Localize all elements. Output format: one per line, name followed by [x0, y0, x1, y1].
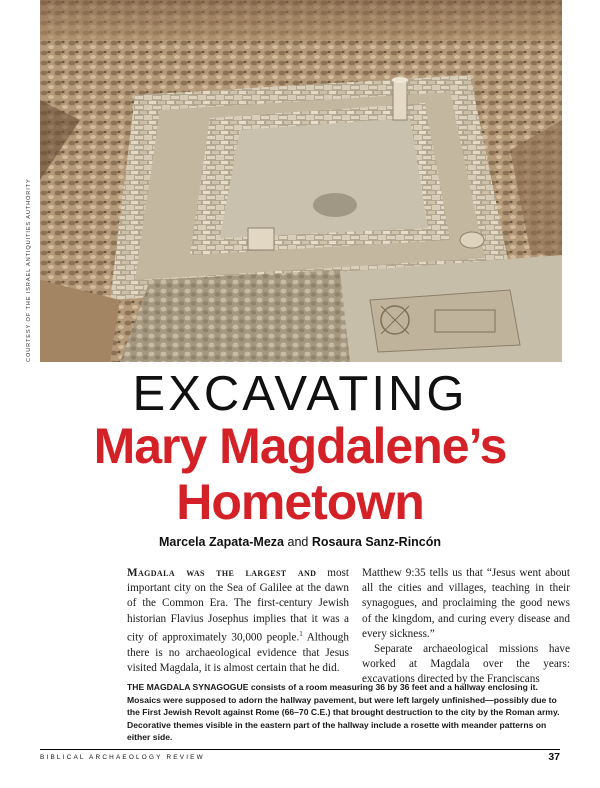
- publication-name: BIBLICAL ARCHAEOLOGY REVIEW: [40, 754, 205, 761]
- author-conjunction: and: [287, 535, 309, 549]
- footnote-marker: 1: [299, 629, 303, 638]
- lead-in: Magdala was the largest and: [127, 567, 317, 579]
- photo-caption: THE MAGDALA SYNAGOGUE consists of a room measuring 36 by 36 feet and a hallway enclosing it. Mosaics were supposed to adorn the hallway pavement, but were left largely unfinished—possibly due to the First Jewish Revolt against Rome (66–70 C.E.) that brought destruction to the city by the Roman army. Decorative themes visible in the eastern part of the hallway include a rosette with meander patterns on either side.: [127, 682, 560, 743]
- title-main: [0, 418, 600, 530]
- footer-divider: [40, 749, 560, 750]
- author-name: Marcela Zapata-Meza: [158, 535, 285, 549]
- paragraph-text: most important city on the Sea of Galilee at the dawn of the Common Era. The first-century Jewish historian Flavius Josephus implies that it was a city of approximately 30,000 people.: [127, 567, 349, 644]
- paragraph: Matthew 9:35 tells us that “Jesus went about all the cities and villages, teaching in their synagogues, and proclaiming the good news of the kingdom, and curing every disease and every sickness.”: [362, 567, 570, 640]
- byline: [0, 535, 600, 549]
- title-line-excavating: EXCAVATING: [132, 367, 468, 421]
- body-column-left: [127, 566, 349, 676]
- title-line-hometown: Hometown: [176, 474, 424, 530]
- author-name: Rosaura Sanz-Rincón: [311, 535, 442, 549]
- paragraph: [127, 566, 349, 676]
- title-line-mary-magdalene: Mary Magdalene’s: [93, 418, 507, 474]
- page-number: 37: [548, 751, 560, 763]
- paragraph-text: Although there is no archaeological evidence that Jesus visited Magdala, it is almost certain that he did.: [127, 631, 349, 674]
- synagogue-photo: [40, 0, 562, 362]
- photo-credit: COURTESY OF THE ISRAEL ANTIQUITIES AUTHORITY: [26, 178, 32, 362]
- paragraph: Separate archaeological missions have worked at Magdala over the years: excavations directed by the Franciscans: [362, 643, 570, 686]
- body-column-right: [362, 566, 570, 688]
